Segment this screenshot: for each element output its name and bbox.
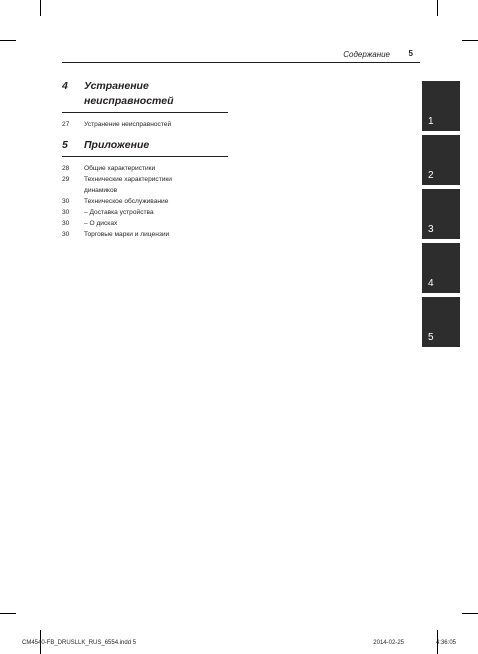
toc-entry-text: Техническое обслуживание (84, 198, 169, 205)
toc-entry-text: Устранение неисправностей (84, 121, 172, 128)
toc-entry[interactable] (62, 119, 228, 130)
header-title: Содержание (343, 50, 390, 59)
chapter-tab-label: 1 (428, 116, 434, 127)
chapter-tabs (422, 81, 460, 351)
chapter-tab-4[interactable] (422, 243, 460, 293)
toc-entry[interactable] (62, 207, 228, 218)
print-slug (22, 640, 460, 650)
toc-entry[interactable] (62, 174, 228, 185)
crop-mark (462, 40, 478, 41)
section-title-line1: Устранение (84, 80, 149, 92)
chapter-tab-label: 3 (428, 224, 434, 235)
chapter-tab-label: 2 (428, 170, 434, 181)
crop-mark (462, 613, 478, 614)
chapter-tab-1[interactable] (422, 81, 460, 131)
chapter-tab-2[interactable] (422, 135, 460, 185)
header-rule (62, 62, 420, 63)
toc-entry-continuation[interactable] (62, 185, 228, 196)
toc-section-4 (62, 79, 228, 130)
crop-mark (0, 40, 16, 41)
section-title-line2: неисправностей (84, 95, 174, 107)
toc-entry-text: Технические характеристики (84, 176, 172, 183)
toc-entry-page: 30 (62, 220, 70, 227)
chapter-tab-label: 4 (428, 278, 434, 289)
chapter-tab-5[interactable] (422, 297, 460, 347)
toc-entry-text: Общие характеристики (84, 165, 156, 172)
slug-filename: CM4540-FB_DRUSLLK_RUS_6554.indd 5 (22, 640, 137, 646)
toc-entry[interactable] (62, 229, 228, 240)
toc-entry-page: 29 (62, 176, 70, 183)
toc-section-5 (62, 138, 228, 240)
section-number: 5 (62, 139, 68, 151)
toc-entry-text: динамиков (84, 187, 118, 194)
page-header (62, 50, 420, 63)
section-heading (62, 79, 228, 109)
toc-entry-page: 30 (62, 231, 70, 238)
section-number: 4 (62, 80, 68, 92)
crop-mark (0, 613, 16, 614)
toc-entry-text: – О дисках (84, 220, 118, 227)
toc-entry-text: Торговые марки и лицензии (84, 231, 170, 238)
chapter-tab-3[interactable] (422, 189, 460, 239)
crop-mark (437, 0, 438, 16)
section-rule (62, 112, 228, 113)
toc-entry-text: – Доставка устройства (84, 209, 154, 216)
toc-entry-page: 30 (62, 209, 70, 216)
toc-entry[interactable] (62, 218, 228, 229)
toc-entry-page: 27 (62, 121, 70, 128)
toc-entry-page: 30 (62, 198, 70, 205)
page-number: 5 (408, 49, 413, 58)
chapter-tab-label: 5 (428, 332, 434, 343)
slug-date: 2014-02-25 (373, 640, 404, 646)
section-title: Приложение (84, 139, 150, 151)
toc-entry[interactable] (62, 163, 228, 174)
section-rule (62, 156, 228, 157)
slug-time: 4:36:05 (435, 640, 456, 646)
crop-mark (40, 0, 41, 16)
toc-entry[interactable] (62, 196, 228, 207)
toc-entry-page: 28 (62, 165, 70, 172)
section-heading (62, 138, 228, 153)
